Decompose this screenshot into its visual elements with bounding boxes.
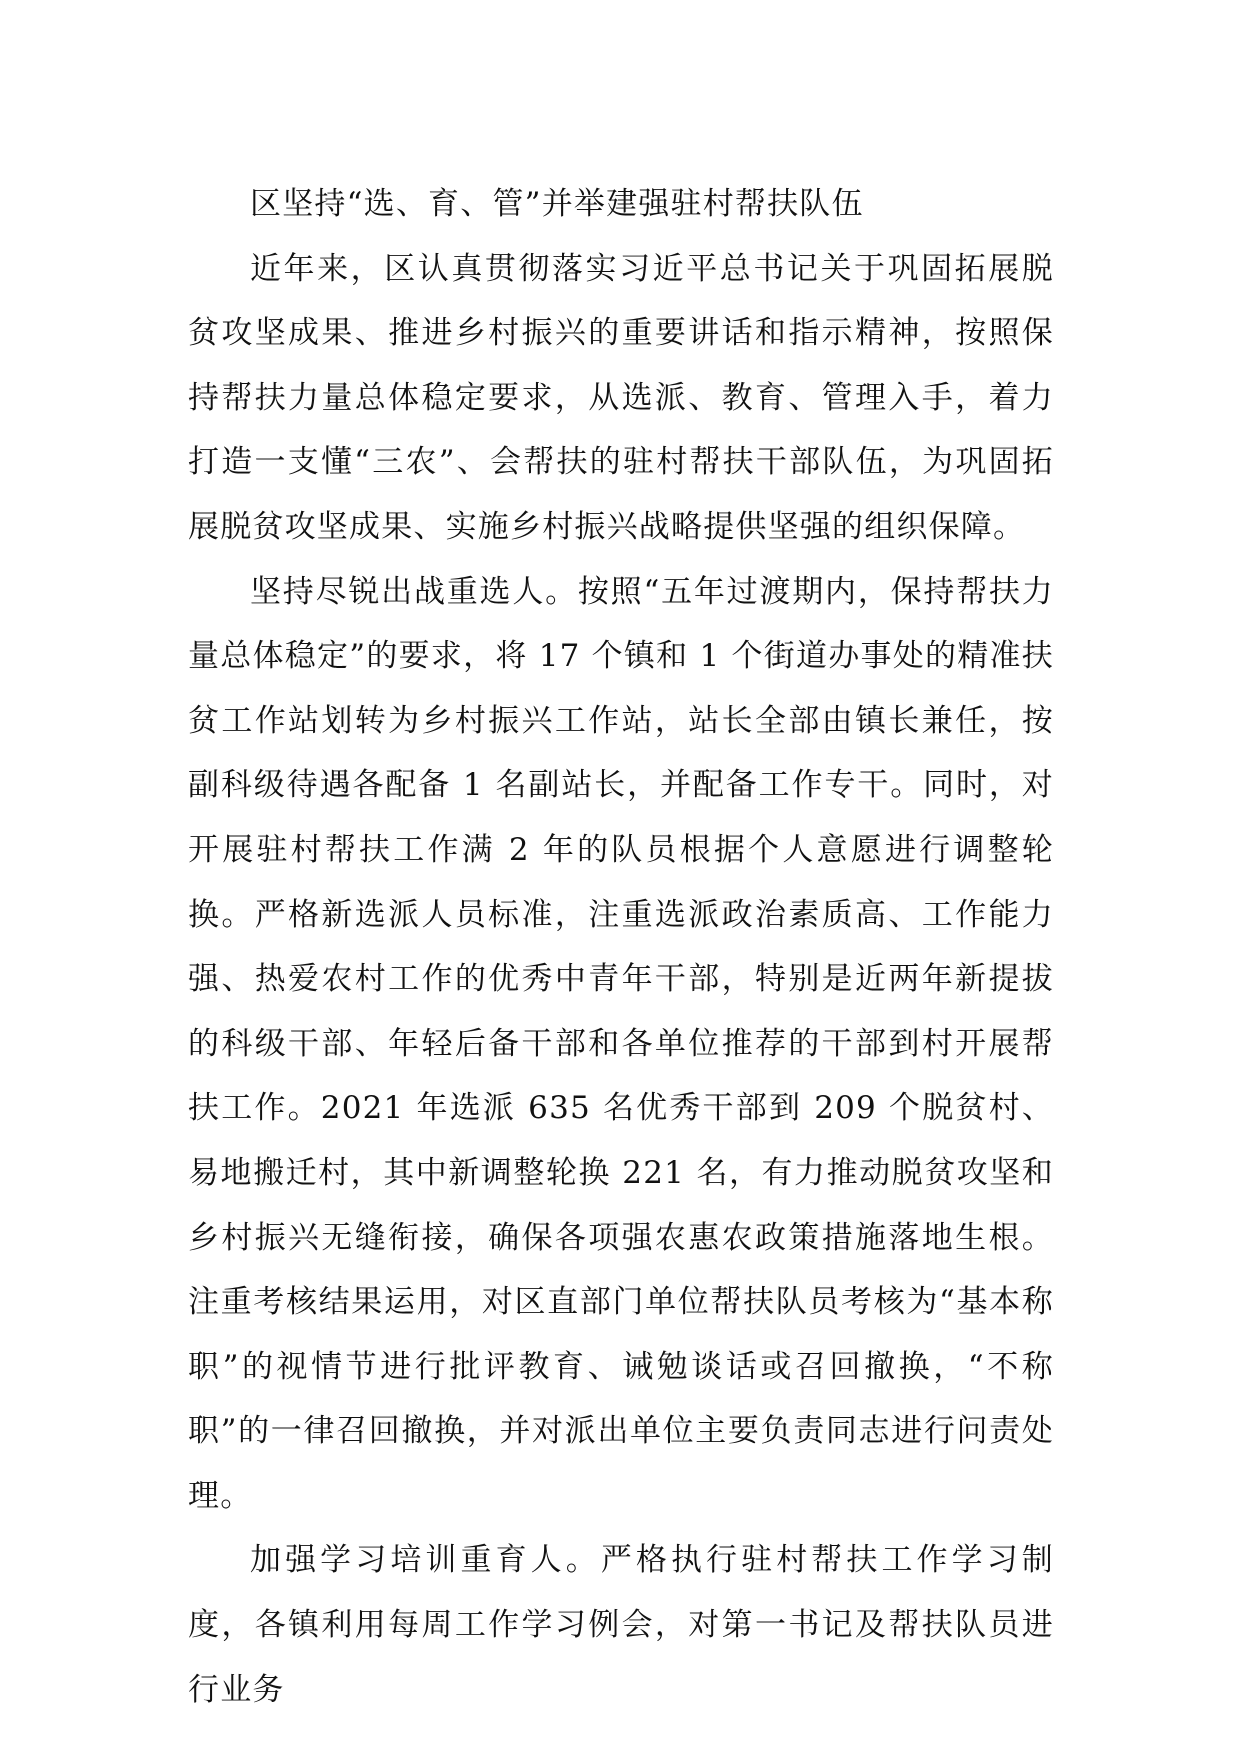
paragraph-training: 加强学习培训重育人。严格执行驻村帮扶工作学习制度，各镇利用每周工作学习例会，对第一书记及帮扶队员进行业务 [188, 1542, 1054, 1708]
document-title: 区坚持“选、育、管”并举建强驻村帮扶队伍 [250, 186, 864, 222]
document-body [188, 172, 1054, 1722]
paragraph-selection: 坚持尽锐出战重选人。按照“五年过渡期内，保持帮扶力量总体稳定”的要求，将 17 个镇和 1 个街道办事处的精准扶贫工作站划转为乡村振兴工作站，站长全部由镇长兼任，按副科级待遇各配备 1 名副站长，并配备工作专干。同时，对开展驻村帮扶工作满 2 年的队员根据个人意愿进行调整轮换。严格新选派人员标准，注重选派政治素质高、工作能力强、热爱农村工作的优秀中青年干部，特别是近两年新提拔的科级干部、年轻后备干部和各单位推荐的干部到村开展帮扶工作。2021 年选派 635 名优秀干部到 209 个脱贫村、易地搬迁村，其中新调整轮换 221 名，有力推动脱贫攻坚和乡村振兴无缝衔接，确保各项强农惠农政策措施落地生根。注重考核结果运用，对区直部门单位帮扶队员考核为“基本称职”的视情节进行批评教育、诫勉谈话或召回撤换，“不称职”的一律召回撤换，并对派出单位主要负责同志进行问责处理。 [188, 573, 1054, 1514]
paragraph-intro: 近年来，区认真贯彻落实习近平总书记关于巩固拓展脱贫攻坚成果、推进乡村振兴的重要讲话和指示精神，按照保持帮扶力量总体稳定要求，从选派、教育、管理入手，着力打造一支懂“三农”、会帮扶的驻村帮扶干部队伍，为巩固拓展脱贫攻坚成果、实施乡村振兴战略提供坚强的组织保障。 [188, 250, 1054, 545]
